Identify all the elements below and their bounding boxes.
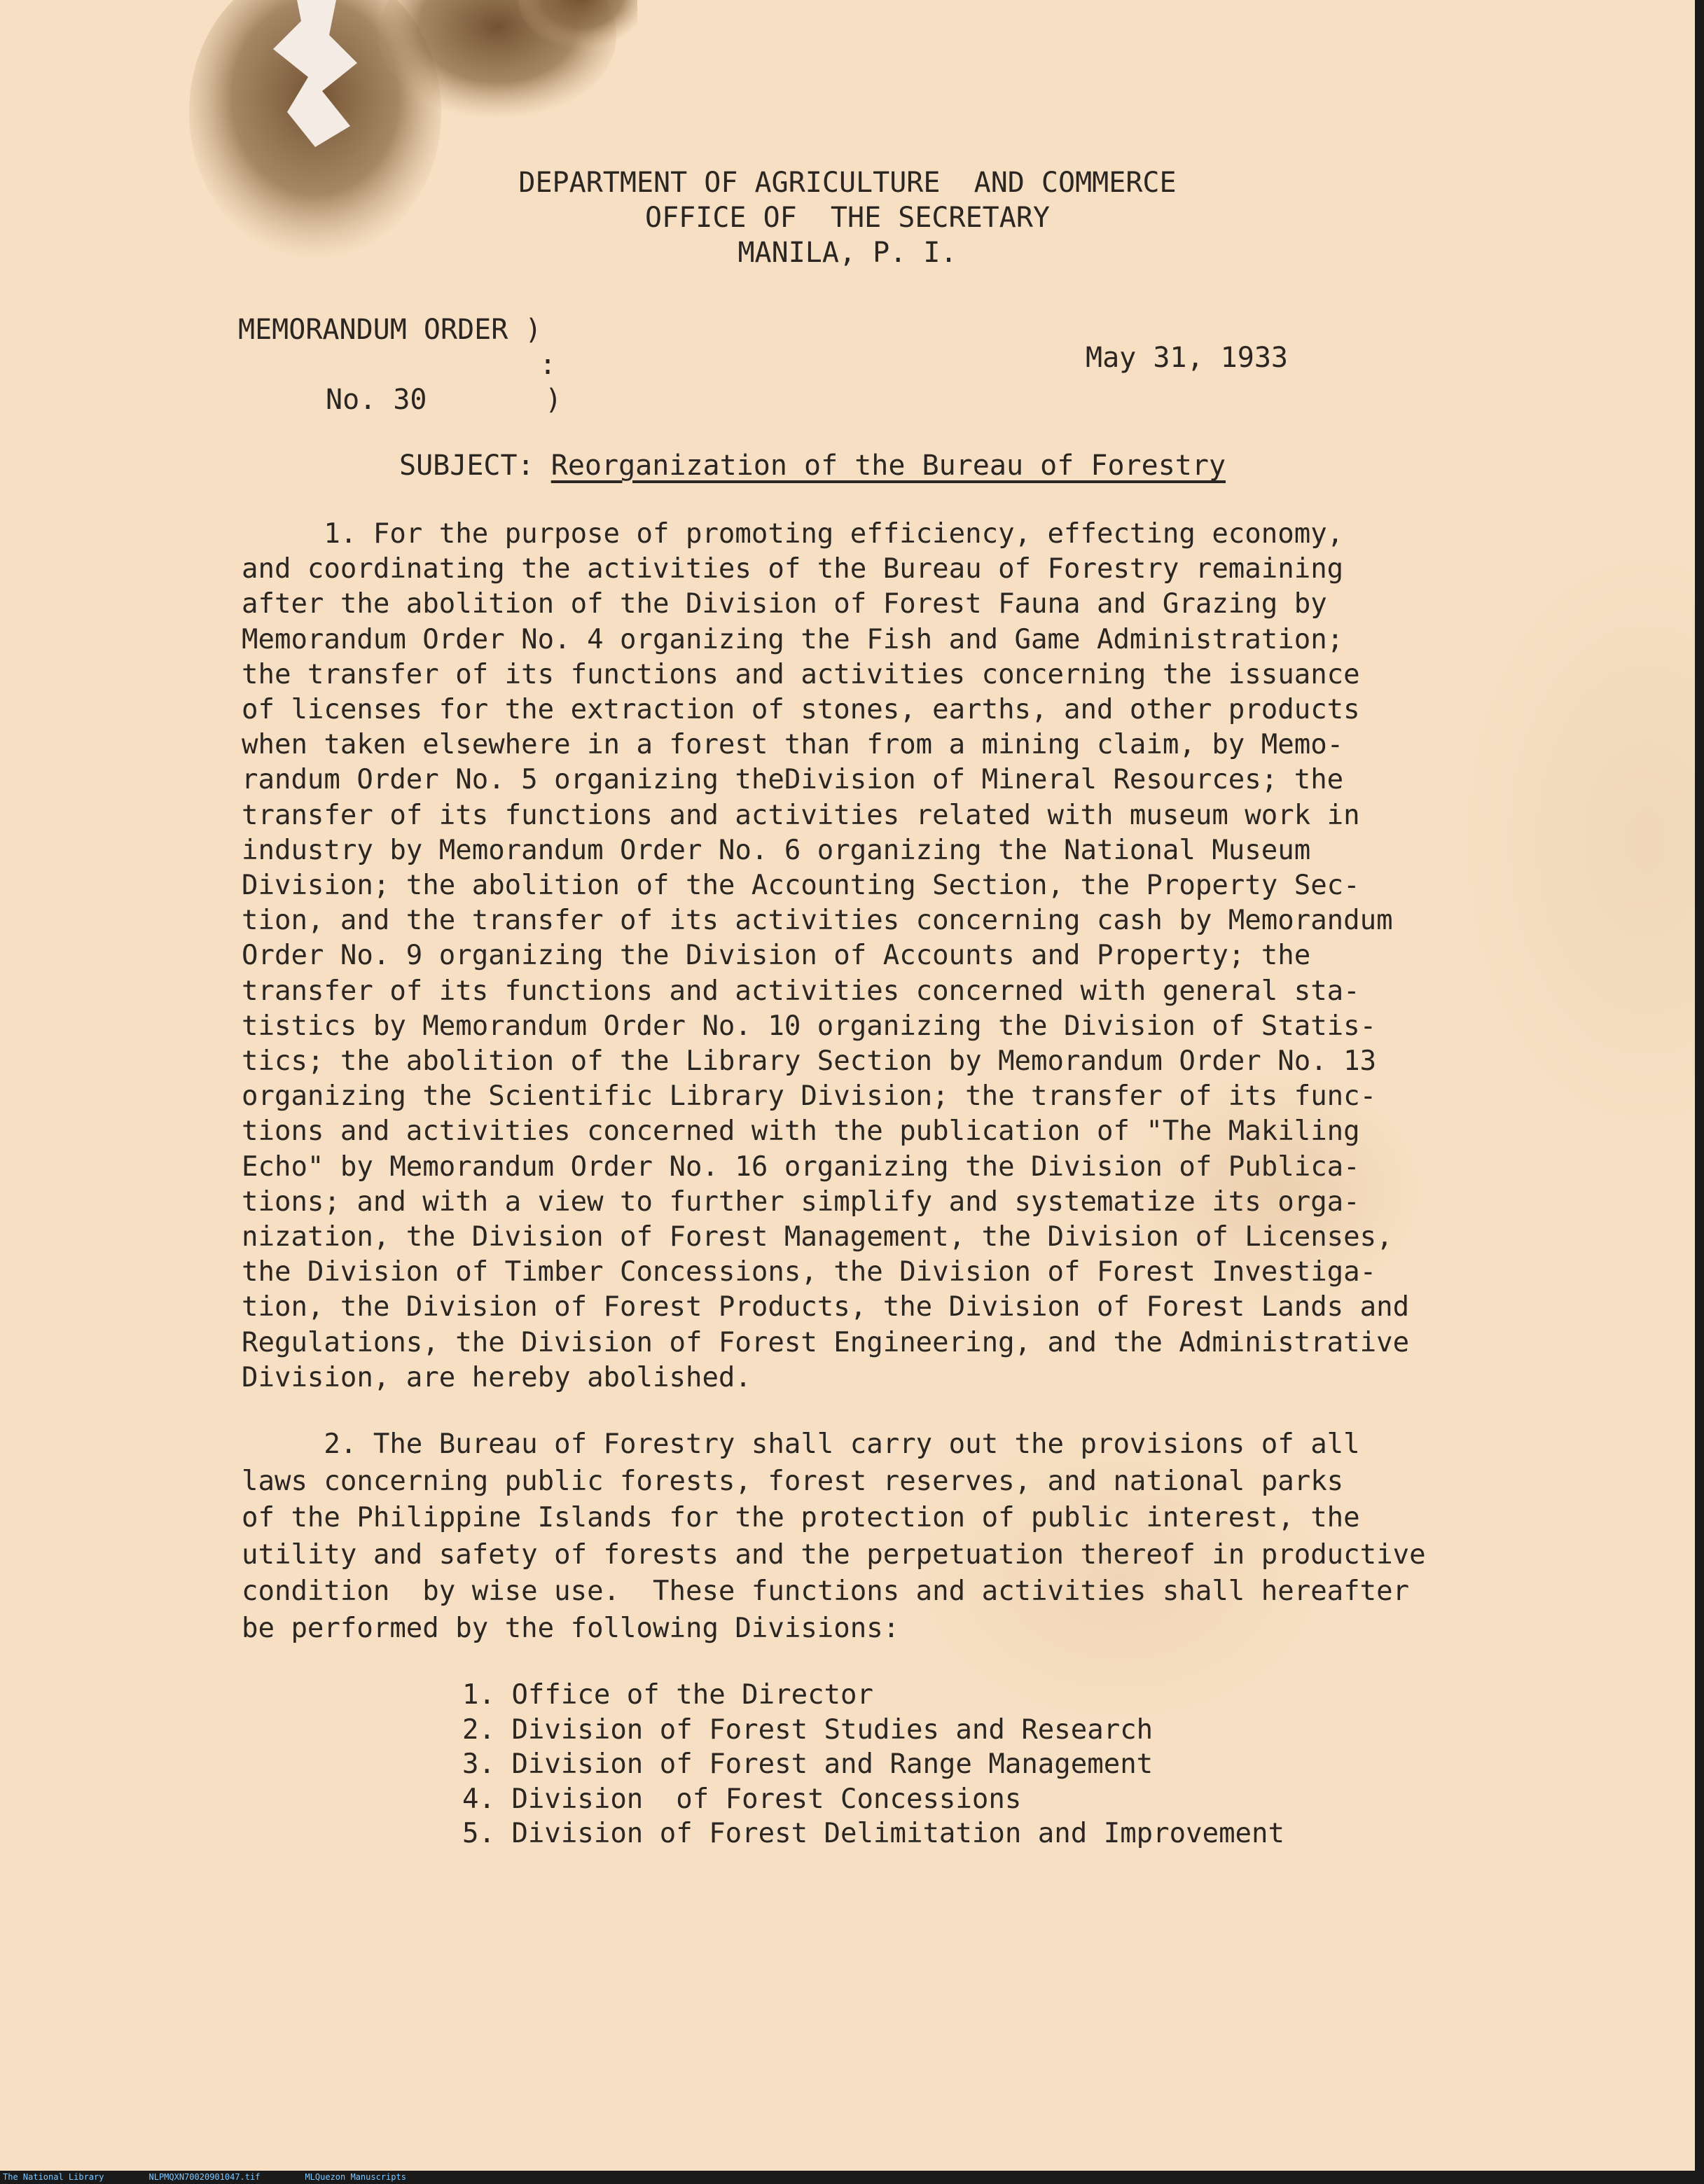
division-item: 3. Division of Forest and Range Management <box>462 1748 1154 1780</box>
paragraph-line: condition by wise use. These functions and activities shall hereafter <box>242 1576 1410 1607</box>
paragraph-line: of the Philippine Islands for the protection of public interest, the <box>242 1502 1360 1533</box>
memo-date: May 31, 1933 <box>1086 342 1288 374</box>
header-location: MANILA, P. I. <box>737 237 957 269</box>
footer-library: The National Library <box>3 2172 104 2182</box>
paragraph-line: tion, the Division of Forest Products, the Division of Forest Lands and <box>242 1291 1410 1323</box>
memo-colon: : <box>539 349 557 381</box>
paragraph-line: of licenses for the extraction of stones, earths, and other products <box>242 694 1360 725</box>
paragraph-line: the transfer of its functions and activities concerning the issuance <box>242 658 1360 690</box>
division-item: 5. Division of Forest Delimitation and Improvement <box>462 1818 1284 1849</box>
footer-file: NLPMQXN70020901047.tif <box>148 2172 261 2182</box>
paragraph-line: nization, the Division of Forest Management, the Division of Licenses, <box>242 1221 1393 1253</box>
division-item: 2. Division of Forest Studies and Research <box>462 1713 1154 1746</box>
footer-collection: MLQuezon Manuscripts <box>305 2172 406 2182</box>
paragraph-line: Regulations, the Division of Forest Engineering, and the Administrative <box>242 1326 1410 1358</box>
paragraph-line: Division, are hereby abolished. <box>242 1361 751 1393</box>
paragraph-line: organizing the Scientific Library Division; the transfer of its func- <box>242 1080 1377 1113</box>
header-office: OFFICE OF THE SECRETARY <box>645 202 1050 234</box>
paragraph-line: industry by Memorandum Order No. 6 organizing the National Museum <box>242 834 1311 866</box>
paragraph-line: tics; the abolition of the Library Section by Memorandum Order No. 13 <box>242 1045 1377 1077</box>
paragraph-line: tion, and the transfer of its activities concerning cash by Memorandum <box>242 905 1393 937</box>
paragraph-line: 1. For the purpose of promoting efficiency, effecting economy, <box>242 518 1344 550</box>
subject-line <box>399 448 1226 483</box>
paragraph-line: Echo" by Memorandum Order No. 16 organizing the Division of Publica- <box>242 1150 1360 1183</box>
header-department: DEPARTMENT OF AGRICULTURE AND COMMERCE <box>518 167 1177 199</box>
paragraph-line: Division; the abolition of the Accounting Section, the Property Sec- <box>242 870 1360 901</box>
paragraph-line: laws concerning public forests, forest reserves, and national parks <box>242 1465 1344 1497</box>
memo-number: No. 30 ) <box>326 384 562 416</box>
paragraph-line: transfer of its functions and activities concerned with general sta- <box>242 975 1360 1007</box>
scan-footer <box>0 2171 1704 2184</box>
paragraph-line: and coordinating the activities of the Bureau of Forestry remaining <box>242 553 1344 585</box>
paragraph-line: tistics by Memorandum Order No. 10 organizing the Division of Statis- <box>242 1010 1377 1042</box>
subject-text: Reorganization of the Bureau of Forestry <box>550 450 1226 482</box>
paragraph-line: randum Order No. 5 organizing theDivision of Mineral Resources; the <box>242 764 1344 796</box>
division-item: 4. Division of Forest Concessions <box>462 1783 1022 1815</box>
paragraph-line: Memorandum Order No. 4 organizing the Fish and Game Administration; <box>242 623 1344 655</box>
paragraph-line: tions; and with a view to further simplify and systematize its orga- <box>242 1185 1360 1218</box>
paragraph-line: transfer of its functions and activities related with museum work in <box>242 799 1360 831</box>
division-item: 1. Office of the Director <box>462 1679 873 1711</box>
paragraph-line: 2. The Bureau of Forestry shall carry out the provisions of all <box>242 1428 1360 1460</box>
memo-order-label: MEMORANDUM ORDER ) <box>238 314 542 346</box>
paragraph-line: utility and safety of forests and the perpetuation thereof in productive <box>242 1538 1426 1571</box>
paragraph-line: tions and activities concerned with the publication of "The Makiling <box>242 1115 1360 1148</box>
paragraph-line: when taken elsewhere in a forest than from a mining claim, by Memo- <box>242 729 1344 761</box>
paragraph-line: Order No. 9 organizing the Division of Accounts and Property; the <box>242 940 1311 972</box>
paragraph-line: the Division of Timber Concessions, the Division of Forest Investiga- <box>242 1256 1377 1288</box>
paragraph-line: after the abolition of the Division of Forest Fauna and Grazing by <box>242 588 1327 620</box>
subject-label: SUBJECT: <box>399 450 551 482</box>
paragraph-line: be performed by the following Divisions: <box>242 1612 900 1644</box>
